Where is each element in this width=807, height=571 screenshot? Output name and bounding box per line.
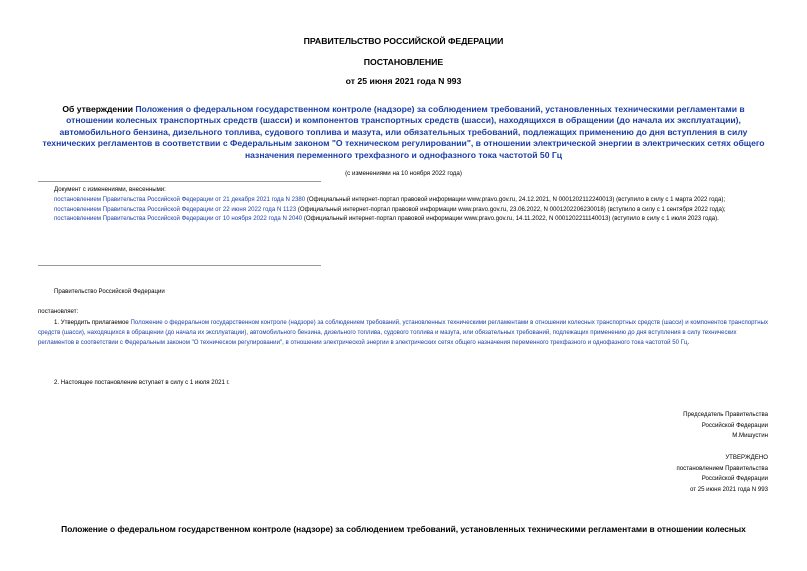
paragraph-2: 2. Настоящее постановление вступает в силу с 1 июля 2021 г. xyxy=(54,379,230,386)
changes-note: (с изменениями на 10 ноября 2022 года) xyxy=(345,170,462,177)
paragraph-1-suffix: . xyxy=(687,338,690,346)
resolves-line: постановляет: xyxy=(38,308,79,315)
signature-block xyxy=(560,410,768,442)
approval-stamp xyxy=(560,453,768,495)
amendment-details: (Официальный интернет-портал правовой информации www.pravo.gov.ru, 14.11.2022, N 0001202211140013) (вступило в силу с 1 июля 2023 года). xyxy=(302,215,719,223)
amendment-item xyxy=(38,195,770,205)
title-regulation-link[interactable]: Положения о федеральном государственном контроле (надзоре) за соблюдением требований, установленных техническими регламентами в отношении колесных транспортных средств (шасси) и компонентов транспортных средств (шасси), находящихся в обращении (до начала их эксплуатации), автомобильного бензина, дизельного топлива, судового топлива и мазута, или обязательных требований, подлежащих применению до дня вступления в силу технических регламентов в соответствии с Федеральным законом "О техническом регулировании", в отношении электрической энергии в электрических сетях общего назначения переменного трехфазного и однофазного тока частотой 50 Гц xyxy=(42,104,765,160)
document-date-heading: от 25 июня 2021 года N 993 xyxy=(345,76,462,86)
document-title xyxy=(40,104,767,161)
amendment-item xyxy=(38,214,770,224)
regulation-heading: Положение о федеральном государственном контроле (надзоре) за соблюдением требований, установленных техническими регламентами в отношении колесных xyxy=(61,524,746,534)
amendments-top-divider xyxy=(38,181,321,182)
title-prefix: Об утверждении xyxy=(62,104,133,114)
amendment-link-2040[interactable]: постановлением Правительства Российской Федерации от 10 ноября 2022 года N 2040 xyxy=(54,215,303,223)
document-type-heading: ПОСТАНОВЛЕНИЕ xyxy=(363,57,444,67)
amendments-bottom-divider xyxy=(38,265,321,266)
regulation-link[interactable]: Положение о федеральном государственном контроле (надзоре) за соблюдением требований, установленных техническими регламентами в отношении колесных транспортных средств (шасси) и компонентов транспортных средств (шасси), находящихся в обращении (до начала их эксплуатации), автомобильного бензина, дизельного топлива, судового топлива и мазута, или обязательных требований, подлежащих применению до дня вступления в силу технических регламентов в соответствии с Федеральным законом "О техническом регулировании", в отношении электрической энергии в электрических сетях общего назначения переменного трехфазного и однофазного тока частотой 50 Гц xyxy=(38,319,769,346)
signer-organization: Российской Федерации xyxy=(701,421,768,429)
signer-position: Председатель Правительства xyxy=(683,411,768,418)
approved-date: от 25 июня 2021 года N 993 xyxy=(689,485,768,493)
issuer-heading: ПРАВИТЕЛЬСТВО РОССИЙСКОЙ ФЕДЕРАЦИИ xyxy=(303,36,504,46)
paragraph-1-prefix: 1. Утвердить прилагаемое xyxy=(54,319,131,326)
amendment-link-2380[interactable]: постановлением Правительства Российской Федерации от 21 декабря 2021 года N 2380 xyxy=(54,195,306,203)
amendment-details: (Официальный интернет-портал правовой информации www.pravo.gov.ru, 24.12.2021, N 0001202112240013) (вступило в силу с 1 марта 2022 года); xyxy=(305,195,726,203)
approved-label: УТВЕРЖДЕНО xyxy=(725,454,768,461)
paragraph-1 xyxy=(38,318,770,347)
amendment-item xyxy=(38,205,770,215)
approved-organization: Российской Федерации xyxy=(701,475,768,482)
government-line: Правительство Российской Федерации xyxy=(54,288,165,295)
approved-by: постановлением Правительства xyxy=(676,464,768,472)
signer-name: М.Мишустин xyxy=(732,432,768,439)
amendment-link-1123[interactable]: постановлением Правительства Российской Федерации от 22 июня 2022 года N 1123 xyxy=(54,205,297,213)
amendment-details: (Официальный интернет-портал правовой информации www.pravo.gov.ru, 23.06.2022, N 0001202206230018) (вступило в силу с 1 сентября 2022 года); xyxy=(296,205,726,213)
amendments-intro: Документ с изменениями, внесенными: xyxy=(54,186,166,193)
amendments-block xyxy=(38,185,770,224)
